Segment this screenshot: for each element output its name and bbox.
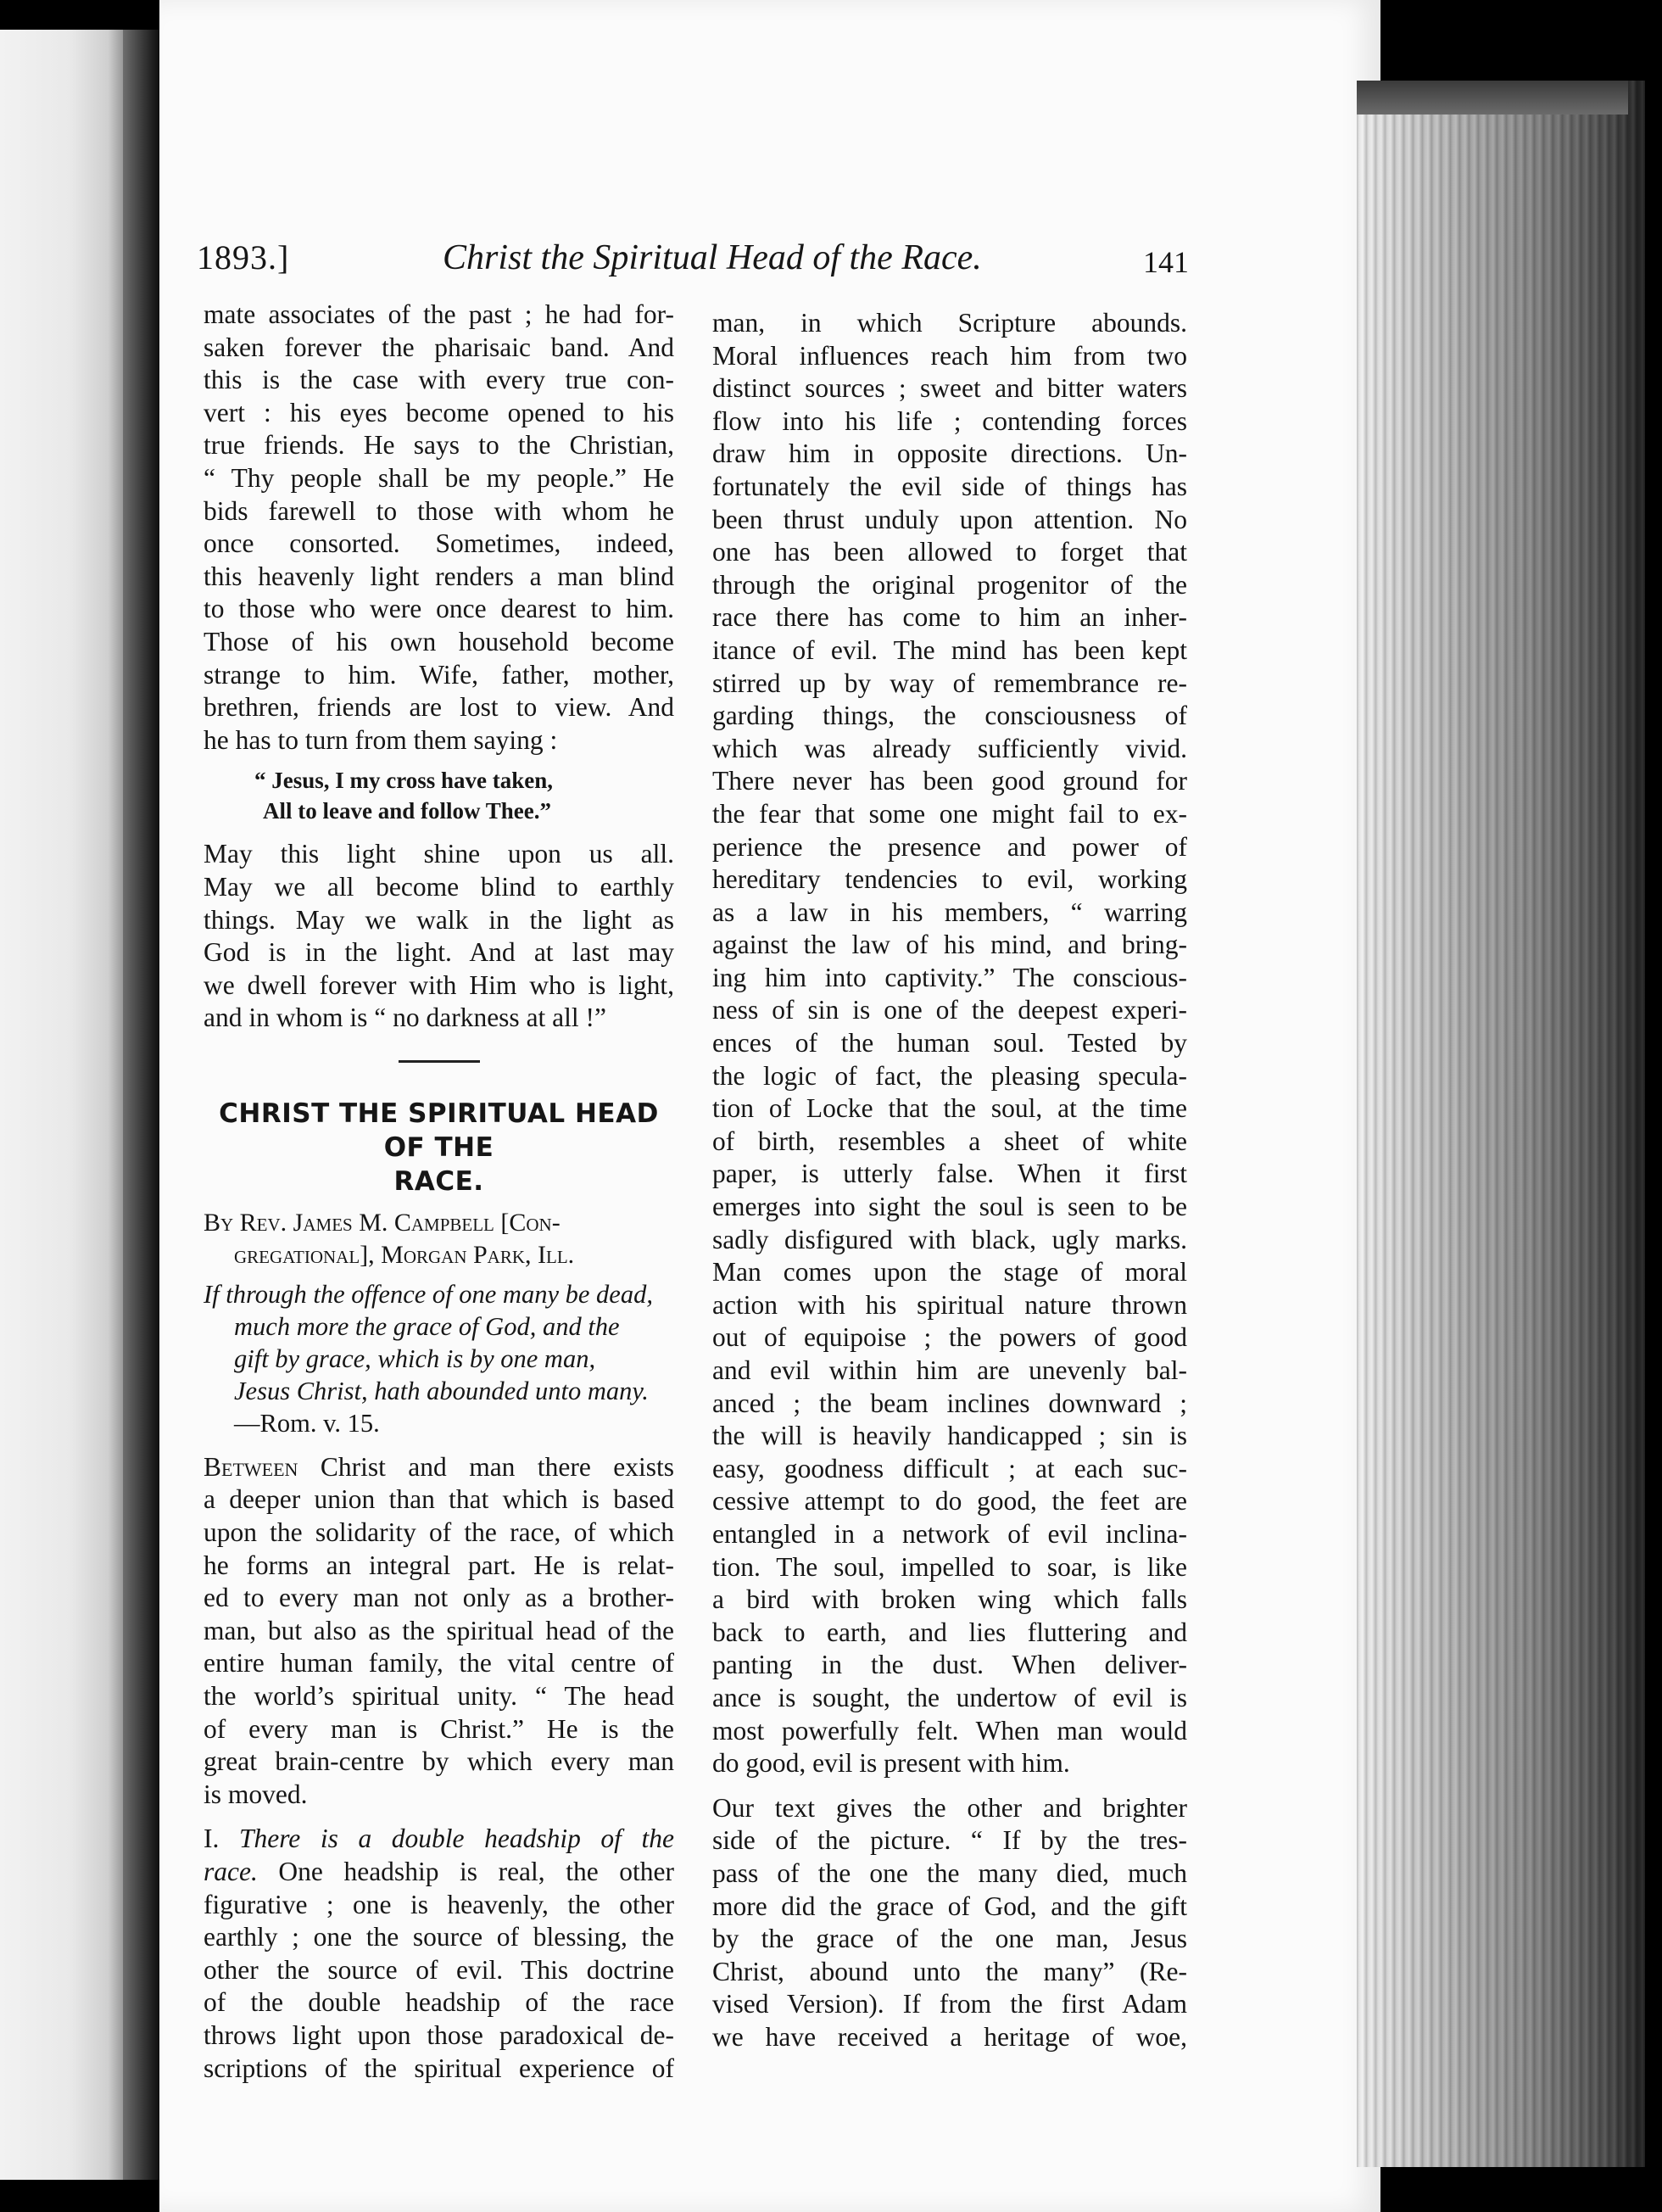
epigraph-line: If through the offence of one many be dead, (204, 1279, 653, 1309)
byline-line: gregational], Morgan Park, Ill. (234, 1240, 575, 1269)
text-line: other the source of evil. This doctrine (204, 1954, 674, 1985)
text-line: entire human family, the vital centre of (204, 1648, 674, 1679)
text-line: back to earth, and lies fluttering and (712, 1617, 1187, 1647)
text-line: throws light upon those paradoxical de- (204, 2019, 674, 2050)
text-line: of birth, resembles a sheet of white (712, 1126, 1187, 1156)
text-line: of every man is Christ.” He is the (204, 1713, 674, 1744)
text-line: as a law in his members, “ warring (712, 897, 1187, 927)
right-column (712, 307, 1187, 2053)
verse-line: All to leave and follow Thee.” (263, 798, 551, 824)
text-line: great brain-centre by which every man (204, 1746, 674, 1777)
text-line: he forms an integral part. He is relat- (204, 1550, 674, 1580)
text-line: the will is heavily handicapped ; sin is (712, 1421, 1187, 1451)
text-line: vert : his eyes become opened to his (204, 397, 674, 427)
text-line: ing him into captivity.” The conscious- (712, 962, 1187, 992)
text-line: through the original progenitor of the (712, 569, 1187, 600)
text-line: we dwell forever with Him who is light, (204, 969, 674, 1000)
text-line: upon the solidarity of the race, of which (204, 1517, 674, 1548)
left-column (204, 299, 674, 2085)
text-line: vised Version). If from the first Adam (712, 1989, 1187, 2019)
text-line: saken forever the pharisaic band. And (204, 332, 674, 362)
text-line: this heavenly light renders a man blind (204, 561, 674, 591)
text-line: Between Christ and man there exists (204, 1451, 674, 1482)
text-line: May this light shine upon us all. (204, 839, 674, 869)
text-line: Moral influences reach him from two (712, 340, 1187, 371)
text-line: most powerfully felt. When man would (712, 1715, 1187, 1746)
text-line: pass of the one the many died, much (712, 1857, 1187, 1888)
text-line: garding things, the consciousness of (712, 701, 1187, 731)
page-fore-edge (1357, 81, 1645, 2167)
verse-line: “ Jesus, I my cross have taken, (254, 768, 554, 794)
text-line: out of equipoise ; the powers of good (712, 1322, 1187, 1353)
text-line: a bird with broken wing which falls (712, 1584, 1187, 1615)
text-line: There never has been good ground for (712, 766, 1187, 796)
text-line: the world’s spiritual unity. “ The head (204, 1681, 674, 1712)
left-paragraph-2 (204, 838, 674, 1035)
text-line: man, in which Scripture abounds. (712, 308, 1187, 338)
text-line: easy, goodness difficult ; at each suc- (712, 1453, 1187, 1483)
text-line: the fear that some one might fail to ex- (712, 798, 1187, 829)
text-line: man, but also as the spiritual head of the (204, 1615, 674, 1645)
text-line: flow into his life ; contending forces (712, 405, 1187, 436)
left-paragraph-1 (204, 299, 674, 757)
text-line: fortunately the evil side of things has (712, 471, 1187, 501)
text-line: race there has come to him an inher- (712, 602, 1187, 633)
text-line: is moved. (204, 1779, 308, 1809)
text-line: of the double headship of the race (204, 1987, 674, 2018)
text-line: and evil within him are unevenly bal- (712, 1355, 1187, 1385)
text-line: ance is sought, the undertow of evil is (712, 1682, 1187, 1712)
text-line: action with his spiritual nature thrown (712, 1289, 1187, 1320)
text-line: a deeper union than that which is based (204, 1484, 674, 1515)
text-line: figurative ; one is heavenly, the other (204, 1889, 674, 1919)
text-line: distinct sources ; sweet and bitter waters (712, 373, 1187, 404)
text-line: stirred up by way of remembrance re- (712, 668, 1187, 698)
text-line: tion of Locke that the soul, at the time (712, 1093, 1187, 1124)
epigraph-line: gift by grace, which is by one man, (234, 1343, 596, 1373)
epigraph-line: much more the grace of God, and the (234, 1311, 620, 1341)
text-line: “ Thy people shall be my people.” He (204, 462, 674, 493)
facing-page-edge (0, 30, 127, 2180)
text-line: emerges into sight the soul is seen to be (712, 1192, 1187, 1222)
text-line: to those who were once dearest to him. (204, 594, 674, 624)
text-line: ness of sin is one of the deepest experi- (712, 995, 1187, 1025)
hymn-verse (254, 765, 674, 826)
text-line: we have received a heritage of woe, (712, 2021, 1187, 2052)
text-line: hereditary tendencies to evil, working (712, 864, 1187, 895)
right-paragraph-2 (712, 1792, 1187, 2054)
text-line: itance of evil. The mind has been kept (712, 634, 1187, 665)
text-line: anced ; the beam inclines downward ; (712, 1388, 1187, 1418)
text-line: ences of the human soul. Tested by (712, 1028, 1187, 1059)
text-line: which was already sufficiently vivid. (712, 733, 1187, 763)
running-head-title: Christ the Spiritual Head of the Race. (443, 238, 982, 277)
left-paragraph-3 (204, 1451, 674, 1812)
text-line: race. One headship is real, the other (204, 1857, 674, 1886)
section-divider (399, 1060, 480, 1063)
text-line: true friends. He says to the Christian, (204, 430, 674, 461)
text-line: I. There is a double headship of the (204, 1824, 674, 1854)
running-head (197, 237, 1189, 288)
text-line: bids farewell to those with whom he (204, 495, 674, 526)
text-line: paper, is utterly false. When it first (712, 1159, 1187, 1189)
article-byline (204, 1207, 674, 1271)
page-fore-edge-top (1357, 81, 1628, 115)
text-line: God is in the light. And at last may (204, 937, 674, 968)
text-line: brethren, friends are lost to view. And (204, 692, 674, 723)
article-title-line: RACE. (393, 1165, 484, 1197)
text-line: Our text gives the other and brighter (712, 1792, 1187, 1823)
text-line: the logic of fact, the pleasing specula- (712, 1060, 1187, 1091)
text-line: more did the grace of God, and the gift (712, 1891, 1187, 1921)
text-line: panting in the dust. When deliver- (712, 1650, 1187, 1680)
text-line: he has to turn from them saying : (204, 724, 558, 755)
text-line: May we all become blind to earthly (204, 871, 674, 902)
text-line: cessive attempt to do good, the feet are (712, 1486, 1187, 1517)
text-line: perience the presence and power of (712, 831, 1187, 862)
text-line: entangled in a network of evil inclina- (712, 1518, 1187, 1549)
byline-line: By Rev. James M. Campbell [Con- (204, 1208, 561, 1237)
text-line: tion. The soul, impelled to soar, is like (712, 1551, 1187, 1582)
text-line: scriptions of the spiritual experience of (204, 2053, 674, 2083)
article-title-line: CHRIST THE SPIRITUAL HEAD OF THE (219, 1098, 659, 1163)
text-line: against the law of his mind, and bring- (712, 930, 1187, 960)
article-title (204, 1097, 674, 1198)
text-line: earthly ; one the source of blessing, the (204, 1922, 674, 1952)
text-line: been thrust unduly upon attention. No (712, 504, 1187, 534)
text-line: sadly disfigured with black, ugly marks. (712, 1224, 1187, 1254)
text-line: this is the case with every true con- (204, 365, 674, 395)
text-line: one has been allowed to forget that (712, 537, 1187, 567)
text-line: Man comes upon the stage of moral (712, 1257, 1187, 1288)
text-line: do good, evil is present with him. (712, 1748, 1070, 1779)
text-line: strange to him. Wife, father, mother, (204, 659, 674, 690)
text-line: Those of his own household become (204, 626, 674, 656)
text-line: draw him in opposite directions. Un- (712, 438, 1187, 469)
epigraph-citation: —Rom. v. 15. (234, 1408, 380, 1438)
page-number: 141 (1143, 245, 1189, 279)
text-line: by the grace of the one man, Jesus (712, 1924, 1187, 1954)
text-line: side of the picture. “ If by the tres- (712, 1825, 1187, 1856)
text-line: things. May we walk in the light as (204, 904, 674, 935)
text-line: and in whom is “ no darkness at all !” (204, 1003, 607, 1033)
epigraph-line: Jesus Christ, hath abounded unto many. (234, 1376, 649, 1405)
text-line: Christ, abound unto the many” (Re- (712, 1956, 1187, 1986)
running-head-year: 1893.] (197, 238, 290, 276)
text-line: once consorted. Sometimes, indeed, (204, 528, 674, 559)
right-paragraph-1 (712, 307, 1187, 1780)
left-paragraph-4 (204, 1823, 674, 2085)
epigraph (204, 1278, 674, 1439)
text-line: ed to every man not only as a brother- (204, 1583, 674, 1613)
text-line: mate associates of the past ; he had for- (204, 299, 674, 329)
